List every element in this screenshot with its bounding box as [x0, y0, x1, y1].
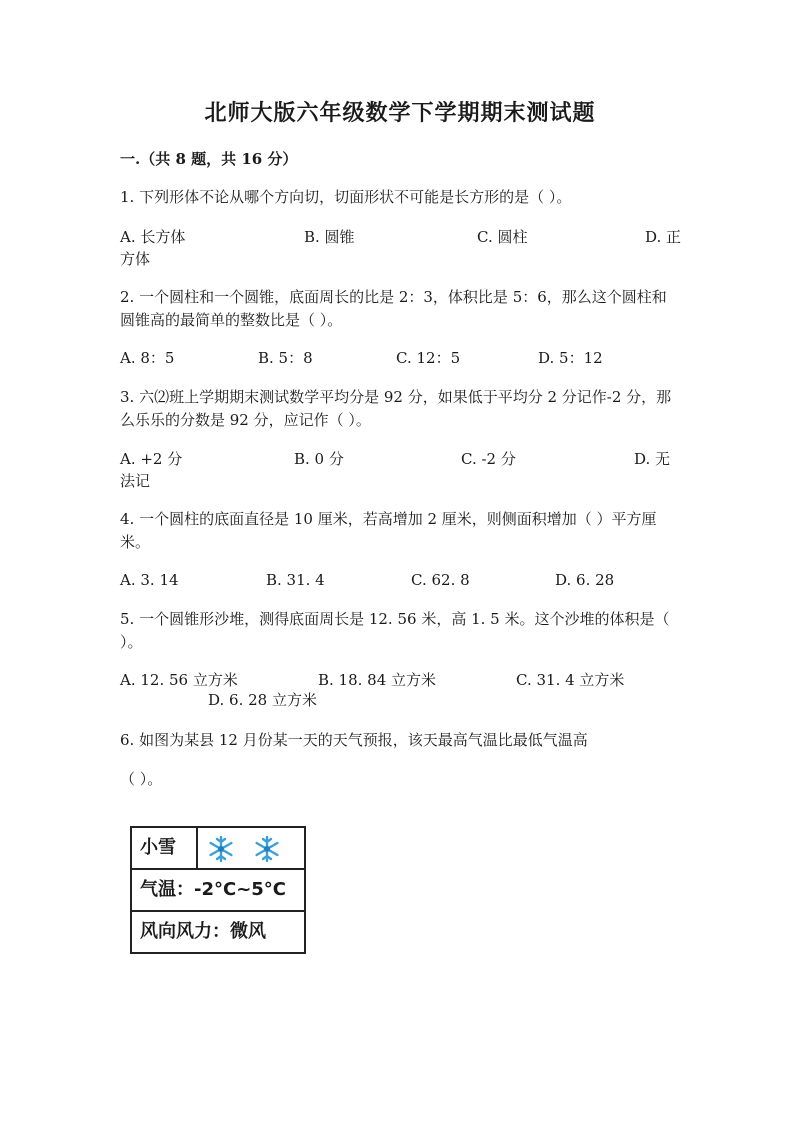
- q1-option-b[interactable]: B. 圆锥: [304, 228, 355, 246]
- q3-option-d-wrap: 法记: [120, 472, 151, 490]
- q1-option-a[interactable]: A. 长方体: [120, 228, 186, 246]
- q1-option-d[interactable]: D. 正: [645, 228, 682, 246]
- weather-forecast-box: [130, 826, 306, 954]
- question-6-blank: （ ）。: [120, 770, 163, 788]
- q5-option-b[interactable]: B. 18. 84 立方米: [318, 671, 437, 689]
- q4-option-c[interactable]: C. 62. 8: [411, 571, 470, 589]
- q5-option-d[interactable]: D. 6. 28 立方米: [208, 691, 317, 709]
- question-4-text: 4. 一个圆柱的底面直径是 10 厘米，若高增加 2 厘米，则侧面积增加（ ）平方厘米。: [120, 510, 657, 551]
- q3-option-b[interactable]: B. 0 分: [294, 450, 344, 468]
- section-header: 一.（共 8 题，共 16 分）: [120, 150, 298, 168]
- weather-wind: 风向风力：微风: [140, 921, 266, 942]
- q3-option-a[interactable]: A. +2 分: [120, 450, 183, 468]
- q3-option-c[interactable]: C. -2 分: [461, 450, 516, 468]
- q2-option-a[interactable]: A. 8：5: [120, 349, 175, 367]
- weather-divider: [196, 828, 198, 868]
- q1-option-d-wrap: 方体: [120, 250, 151, 268]
- q4-option-a[interactable]: A. 3. 14: [120, 571, 179, 589]
- question-1-text: 1. 下列形体不论从哪个方向切，切面形状不可能是长方形的是（ ）。: [120, 188, 572, 206]
- page-title: 北师大版六年级数学下学期期末测试题: [204, 100, 596, 126]
- q2-option-d[interactable]: D. 5：12: [538, 349, 603, 367]
- q4-option-d[interactable]: D. 6. 28: [555, 571, 615, 589]
- question-3-text: 3. 六⑵班上学期期末测试数学平均分是 92 分，如果低于平均分 2 分记作-2 分，那么乐乐的分数是 92 分，应记作（ ）。: [120, 388, 672, 429]
- question-2-text: 2. 一个圆柱和一个圆锥，底面周长的比是 2：3，体积比是 5：6，那么这个圆柱和圆锥高的最简单的整数比是（ ）。: [120, 288, 667, 329]
- q5-option-c[interactable]: C. 31. 4 立方米: [516, 671, 625, 689]
- weather-row-temperature: [132, 870, 304, 912]
- q3-option-d[interactable]: D. 无: [634, 450, 671, 468]
- q5-option-a[interactable]: A. 12. 56 立方米: [120, 671, 238, 689]
- weather-row-wind: [132, 912, 304, 952]
- q4-option-b[interactable]: B. 31. 4: [266, 571, 325, 589]
- question-5-text: 5. 一个圆锥形沙堆，测得底面周长是 12. 56 米，高 1. 5 米。这个沙堆的体积是（ ）。: [120, 610, 670, 651]
- snowflake-icon: [206, 834, 236, 864]
- snowflake-icon: [252, 834, 282, 864]
- question-6-text: 6. 如图为某县 12 月份某一天的天气预报，该天最高气温比最低气温高: [120, 731, 588, 749]
- weather-row-condition: [132, 828, 304, 870]
- weather-temperature: 气温：-2°C~5°C: [140, 879, 287, 900]
- q2-option-b[interactable]: B. 5：8: [258, 349, 313, 367]
- q2-option-c[interactable]: C. 12：5: [396, 349, 461, 367]
- q1-option-c[interactable]: C. 圆柱: [477, 228, 528, 246]
- weather-condition: 小雪: [140, 837, 176, 858]
